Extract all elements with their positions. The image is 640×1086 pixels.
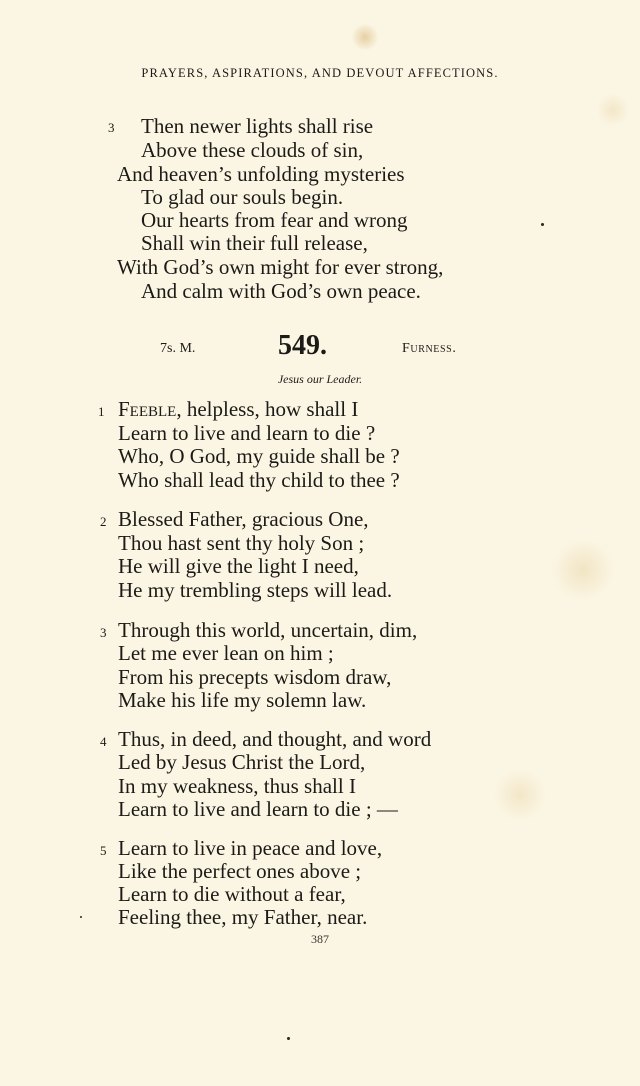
stanza-number: 3 [108, 120, 115, 135]
verse-line: With God’s own might for ever strong, [117, 255, 444, 279]
verse-line: Like the perfect ones above ; [118, 859, 362, 883]
verse-line: Learn to die without a fear, [118, 882, 346, 906]
page-stain [548, 540, 618, 600]
verse-line: From his precepts wisdom draw, [118, 665, 392, 689]
tune-name: Furness. [402, 341, 457, 356]
first-line-rest: helpless, how shall I [181, 397, 359, 421]
stanza-number: 2 [100, 514, 107, 529]
verse-line: Learn to live and learn to die ; — [118, 797, 398, 821]
verse-line: In my weakness, thus shall I [118, 774, 356, 798]
ink-speck [541, 223, 544, 226]
verse-line: Feeling thee, my Father, near. [118, 905, 368, 929]
first-word: Feeble, [118, 397, 182, 421]
verse-line: Make his life my solemn law. [118, 688, 367, 712]
verse-line: To glad our souls begin. [141, 185, 344, 209]
page-stain [598, 90, 628, 130]
hymn-number: 549. [278, 330, 327, 361]
verse-line: Through this world, uncertain, dim, [118, 618, 418, 642]
verse-line: Then newer lights shall rise [141, 114, 374, 138]
verse-line: Let me ever lean on him ; [118, 641, 334, 665]
stanza-number: 1 [98, 404, 105, 419]
page-stain [350, 24, 380, 50]
verse-line: Thus, in deed, and thought, and word [118, 727, 432, 751]
verse-line: Blessed Father, gracious One, [118, 507, 369, 531]
verse-line: Who, O God, my guide shall be ? [118, 444, 400, 468]
verse-line: He my trembling steps will lead. [118, 578, 393, 602]
verse-line: Shall win their full release, [141, 231, 368, 255]
verse-line [118, 399, 358, 420]
stanza-number: 4 [100, 734, 107, 749]
ink-speck [287, 1037, 290, 1040]
verse-line: He will give the light I need, [118, 554, 359, 578]
page-number: 387 [311, 932, 329, 946]
ink-speck [80, 916, 82, 918]
verse-line: Thou hast sent thy holy Son ; [118, 531, 365, 555]
hymn-subtitle: Jesus our Leader. [277, 372, 363, 386]
verse-line: Led by Jesus Christ the Lord, [118, 750, 366, 774]
verse-line: Who shall lead thy child to thee ? [118, 468, 400, 492]
verse-line: Our hearts from fear and wrong [141, 208, 408, 232]
verse-line: And calm with God’s own peace. [141, 279, 421, 303]
stanza-number: 3 [100, 625, 107, 640]
verse-line: Above these clouds of sin, [141, 138, 364, 162]
verse-line: Learn to live in peace and love, [118, 836, 383, 860]
running-header: PRAYERS, ASPIRATIONS, AND DEVOUT AFFECTIONS. [141, 66, 499, 80]
verse-line: Learn to live and learn to die ? [118, 421, 376, 445]
stanza-number: 5 [100, 843, 107, 858]
hymn-meter: 7s. M. [160, 341, 196, 356]
page-stain [490, 770, 550, 820]
verse-line: And heaven’s unfolding mysteries [117, 162, 405, 186]
